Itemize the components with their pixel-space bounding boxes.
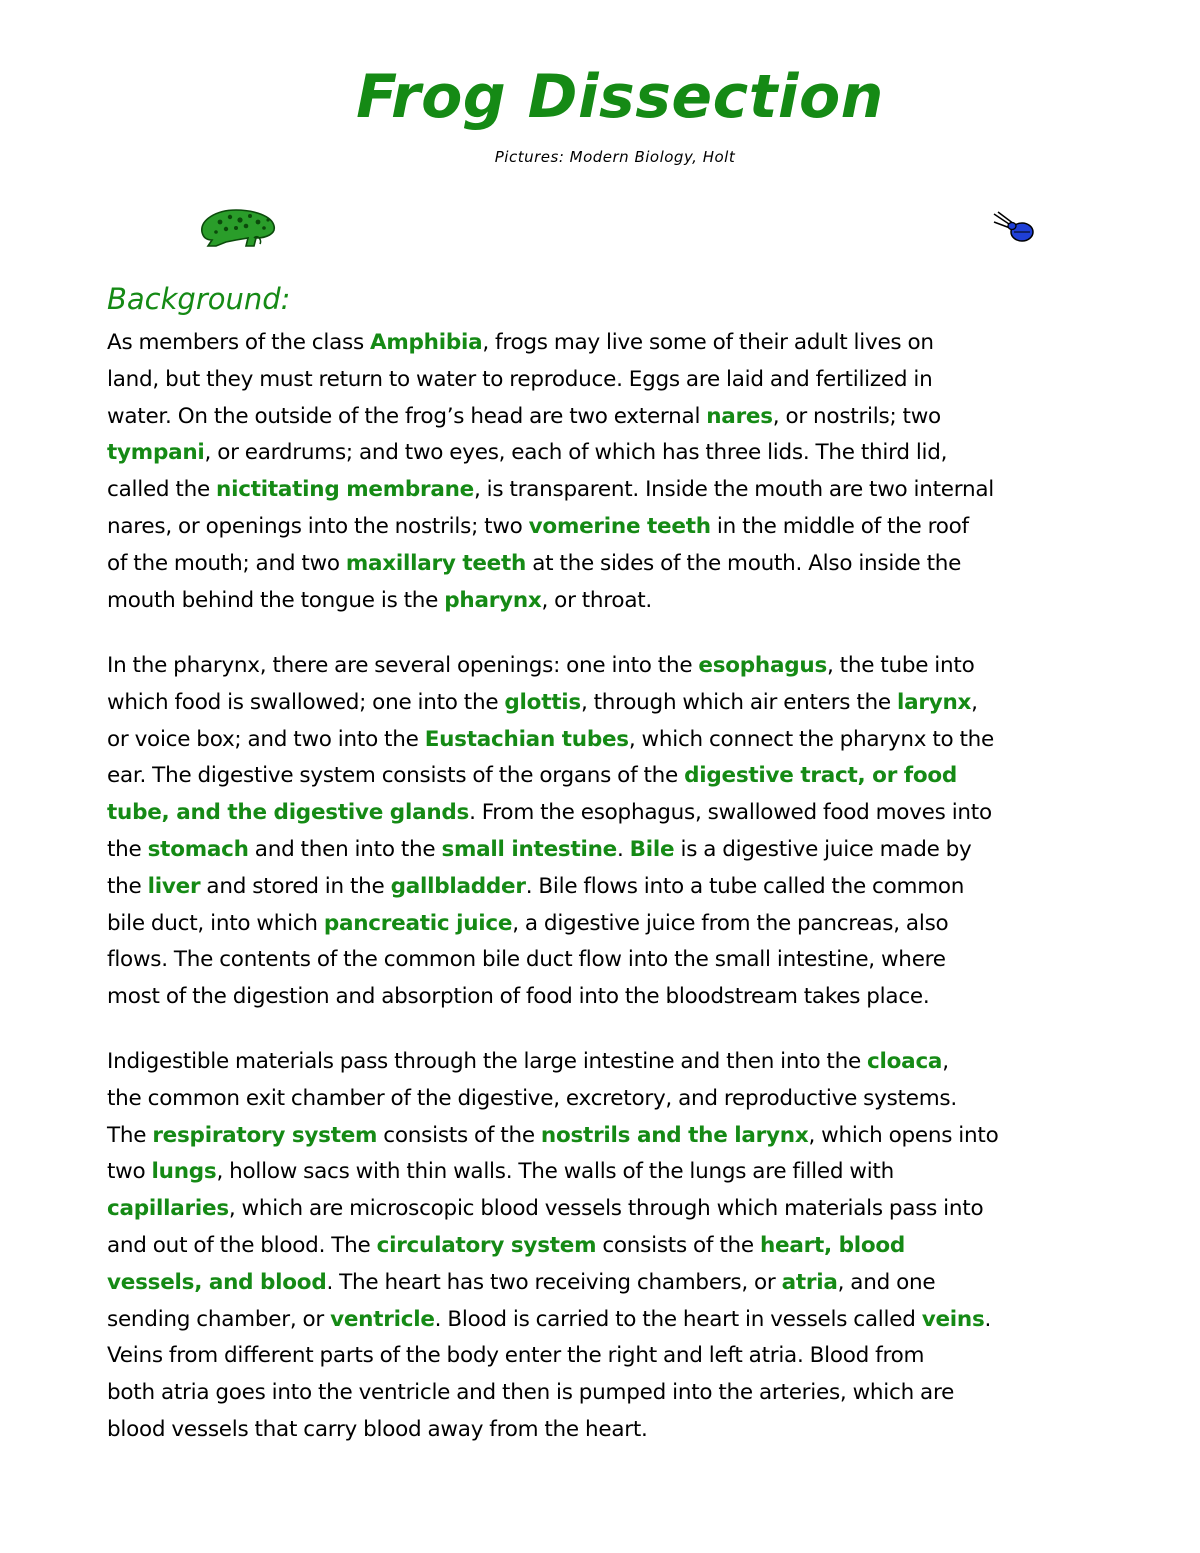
body-text: two (107, 1159, 152, 1185)
body-text: mouth behind the tongue is the (107, 587, 445, 613)
body-text: and stored in the (200, 873, 391, 899)
key-term: veins (921, 1306, 985, 1332)
text-line (107, 906, 1167, 943)
body-text: land, but they must return to water to reproduce. Eggs are laid and fertilized in (107, 366, 933, 392)
key-term: stomach (147, 836, 249, 862)
key-term: liver (147, 873, 201, 899)
body-text: The (107, 1122, 153, 1148)
body-text: . (984, 1306, 992, 1332)
key-term: nares (706, 403, 773, 429)
bug-icon (990, 210, 1036, 244)
body-text: nares, or openings into the nostrils; two (107, 513, 529, 539)
text-line (107, 722, 1167, 759)
body-text: , which opens into (808, 1122, 999, 1148)
key-term: ventricle (330, 1306, 435, 1332)
body-text: sending chamber, or (107, 1306, 331, 1332)
body-text: , hollow sacs with thin walls. The walls of the lungs are filled with (216, 1159, 894, 1185)
body-text: ear. The digestive system consists of the organs of the (107, 763, 685, 789)
text-line (107, 1412, 1167, 1449)
key-term: pharynx (444, 587, 542, 613)
key-term: small intestine (441, 836, 617, 862)
body-text: at the sides of the mouth. Also inside the (526, 550, 962, 576)
body-text: , or nostrils; two (772, 403, 941, 429)
body-text: , is transparent. Inside the mouth are two internal (474, 477, 995, 503)
key-term: circulatory system (376, 1232, 597, 1258)
text-line (107, 325, 1167, 362)
text-line (107, 509, 1167, 546)
body-text: , or eardrums; and two eyes, each of which has three lids. The third lid, (204, 440, 948, 466)
paragraph-digestion (107, 648, 1167, 1016)
text-line (107, 1265, 1167, 1302)
body-text: , which are microscopic blood vessels through which materials pass into (228, 1196, 984, 1222)
body-text: most of the digestion and absorption of food into the bloodstream takes place. (107, 984, 930, 1010)
body-text: . Bile flows into a tube called the common (525, 873, 965, 899)
text-line (107, 758, 1167, 795)
key-term: capillaries (107, 1196, 229, 1222)
text-line (107, 583, 1167, 620)
text-line (107, 1081, 1167, 1118)
body-text: . The heart has two receiving chambers, or (326, 1269, 782, 1295)
key-term: nostrils and the larynx (540, 1122, 809, 1148)
body-text: in the middle of the roof (710, 513, 969, 539)
paragraph-respiration-circulation (107, 1044, 1167, 1449)
body-text: , and one (837, 1269, 936, 1295)
key-term: glottis (504, 689, 581, 715)
text-line (107, 1338, 1167, 1375)
body-text: the (107, 873, 148, 899)
body-text: water. On the outside of the frog’s head are two external (107, 403, 707, 429)
key-term: maxillary teeth (345, 550, 527, 576)
body-text: Veins from different parts of the body enter the right and left atria. Blood from (107, 1343, 925, 1369)
text-line (107, 979, 1167, 1016)
key-term: heart, blood (759, 1232, 906, 1258)
key-term: gallbladder (390, 873, 526, 899)
text-line (107, 832, 1167, 869)
text-line (107, 1044, 1167, 1081)
picture-credit: Pictures: Modern Biology, Holt (494, 148, 736, 166)
body-text: the (107, 836, 148, 862)
body-text: flows. The contents of the common bile duct flow into the small intestine, where (107, 947, 946, 973)
body-text: , the tube into (827, 653, 975, 678)
text-line (107, 1118, 1167, 1155)
key-term: digestive tract, or food (684, 763, 958, 789)
body-text: , or throat. (541, 587, 653, 613)
text-line (107, 942, 1167, 979)
body-text: , frogs may live some of their adult lives on (482, 330, 934, 355)
text-line (107, 399, 1167, 436)
key-term: Eustachian tubes (424, 726, 629, 752)
body-text: consists of the (596, 1232, 760, 1258)
body-text: and then into the (248, 836, 442, 862)
text-line (107, 472, 1167, 509)
key-term: nictitating membrane (216, 477, 474, 503)
paragraph-anatomy (107, 325, 1167, 619)
background-heading: Background: (107, 282, 291, 316)
key-term: tube, and the digestive glands (107, 800, 470, 826)
body-text: the common exit chamber of the digestive, excretory, and reproductive systems. (107, 1085, 957, 1111)
key-term: lungs (151, 1159, 217, 1185)
body-text: consists of the (377, 1122, 541, 1148)
key-term: vessels, and blood (107, 1269, 327, 1295)
text-line (107, 435, 1167, 472)
body-text: , a digestive juice from the pancreas, also (512, 910, 949, 936)
body-text: and out of the blood. The (107, 1232, 377, 1258)
text-line (107, 1154, 1167, 1191)
text-line (107, 362, 1167, 399)
body-text: In the pharynx, there are several openings: one into the (107, 653, 699, 678)
key-term: respiratory system (152, 1122, 378, 1148)
body-text: , which connect the pharynx to the (628, 726, 995, 752)
key-term: atria (781, 1269, 838, 1295)
key-term: cloaca (867, 1049, 943, 1074)
text-line (107, 648, 1167, 685)
frog-icon (196, 204, 278, 248)
body-text: both atria goes into the ventricle and then is pumped into the arteries, which are (107, 1380, 955, 1406)
key-term: Bile (629, 836, 675, 862)
text-line (107, 1228, 1167, 1265)
key-term: larynx (896, 689, 972, 715)
body-text: , (971, 689, 978, 715)
body-text: is a digestive juice made by (674, 836, 972, 862)
body-text: . From the esophagus, swallowed food moves into (469, 800, 992, 826)
body-text: , through which air enters the (580, 689, 897, 715)
page-title: Frog Dissection (356, 62, 884, 132)
body-text: or voice box; and two into the (107, 726, 425, 752)
key-term: vomerine teeth (528, 513, 711, 539)
body-text: blood vessels that carry blood away from the heart. (107, 1416, 648, 1442)
body-text: , (942, 1049, 949, 1074)
body-text: bile duct, into which (107, 910, 324, 936)
text-line (107, 869, 1167, 906)
body-text: Indigestible materials pass through the large intestine and then into the (107, 1049, 868, 1074)
body-text: . Blood is carried to the heart in vessels called (434, 1306, 922, 1332)
body-text: called the (107, 477, 217, 503)
text-line (107, 1302, 1167, 1339)
text-line (107, 1191, 1167, 1228)
body-text: . (617, 836, 630, 862)
text-line (107, 795, 1167, 832)
key-term: pancreatic juice (323, 910, 513, 936)
text-line (107, 546, 1167, 583)
body-text: which food is swallowed; one into the (107, 689, 505, 715)
body-text: As members of the class (107, 330, 370, 355)
key-term: Amphibia (370, 330, 483, 355)
text-line (107, 1375, 1167, 1412)
text-line (107, 685, 1167, 722)
key-term: esophagus (698, 653, 827, 678)
key-term: tympani (107, 440, 205, 466)
body-text: of the mouth; and two (107, 550, 346, 576)
